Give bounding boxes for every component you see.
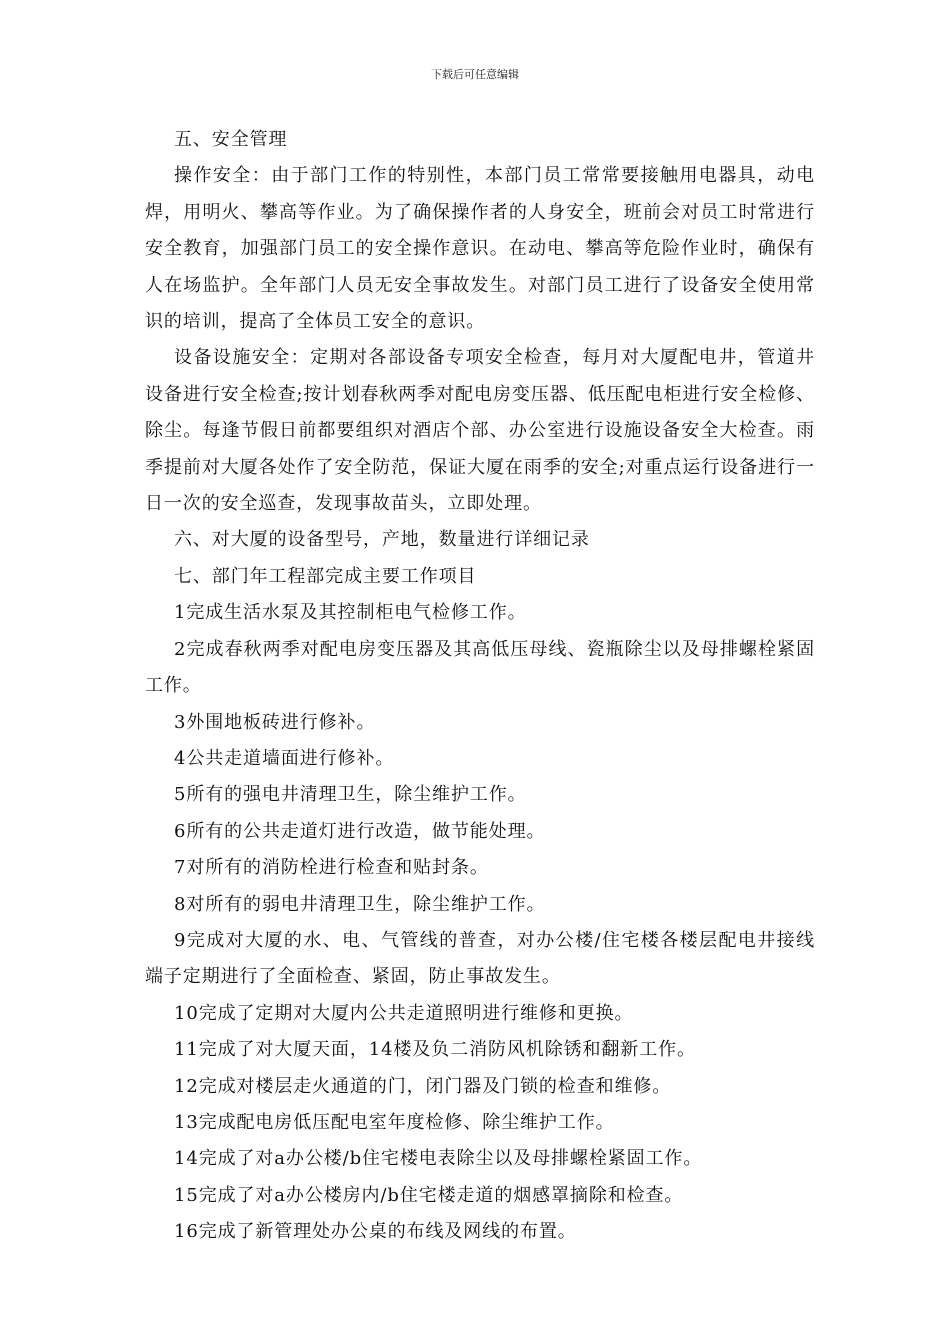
section-heading-work-items: 七、部门年工程部完成主要工作项目 [174,565,477,587]
section-heading-equipment-records: 六、对大厦的设备型号，产地，数量进行详细记录 [174,529,590,551]
section-heading-safety: 五、安全管理 [174,129,288,150]
work-item: 6所有的公共走道灯进行改造，做节能处理。 [174,820,546,842]
work-item: 16完成了新管理处办公桌的布线及网线的布置。 [174,1221,577,1243]
work-item: 10完成了定期对大厦内公共走道照明进行维修和更换。 [174,1002,634,1024]
work-item: 9完成对大厦的水、电、气管线的普查，对办公楼/住宅楼各楼层配电井接线端子定期进行了全面检查、紧固，防止事故发生。 [145,929,815,988]
work-item: 14完成了对a办公楼/b住宅楼电表除尘以及母排螺栓紧固工作。 [174,1148,703,1170]
work-item: 1完成生活水泵及其控制柜电气检修工作。 [174,602,527,624]
work-item: 4公共走道墙面进行修补。 [174,747,395,769]
paragraph-operation-safety: 操作安全：由于部门工作的特别性，本部门员工常常要接触用电器具，动电焊，用明火、攀高等作业。为了确保操作者的人身安全，班前会对员工时常进行安全教育，加强部门员工的安全操作意识。在动电、攀高等危险作业时，确保有人在场监护。全年部门人员无安全事故发生。对部门员工进行了设备安全使用常识的培训，提高了全体员工安全的意识。 [145,165,815,333]
page-header: 下载后可任意编辑 [431,68,519,81]
document-body [145,122,815,1251]
work-item: 12完成对楼层走火通道的门，闭门器及门锁的检查和维修。 [174,1075,672,1097]
work-item: 3外围地板砖进行修补。 [174,711,376,733]
paragraph-facility-safety: 设备设施安全：定期对各部设备专项安全检查，每月对大厦配电井，管道井设备进行安全检查;按计划春秋两季对配电房变压器、低压配电柜进行安全检修、除尘。每逢节假日前都要组织对酒店个部、办公室进行设施设备安全大检查。雨季提前对大厦各处作了安全防范，保证大厦在雨季的安全;对重点运行设备进行一日一次的安全巡查，发现事故苗头，立即处理。 [145,347,815,515]
work-item: 8对所有的弱电井清理卫生，除尘维护工作。 [174,893,546,915]
work-item: 2完成春秋两季对配电房变压器及其高低压母线、瓷瓶除尘以及母排螺栓紧固工作。 [145,638,815,697]
work-item: 13完成配电房低压配电室年度检修、除尘维护工作。 [174,1111,615,1133]
work-item: 15完成了对a办公楼房内/b住宅楼走道的烟感罩摘除和检查。 [174,1184,684,1206]
work-item: 5所有的强电井清理卫生，除尘维护工作。 [174,784,527,806]
work-item: 11完成了对大厦天面，14楼及负二消防风机除锈和翻新工作。 [174,1039,696,1061]
work-item: 7对所有的消防栓进行检查和贴封条。 [174,857,489,879]
